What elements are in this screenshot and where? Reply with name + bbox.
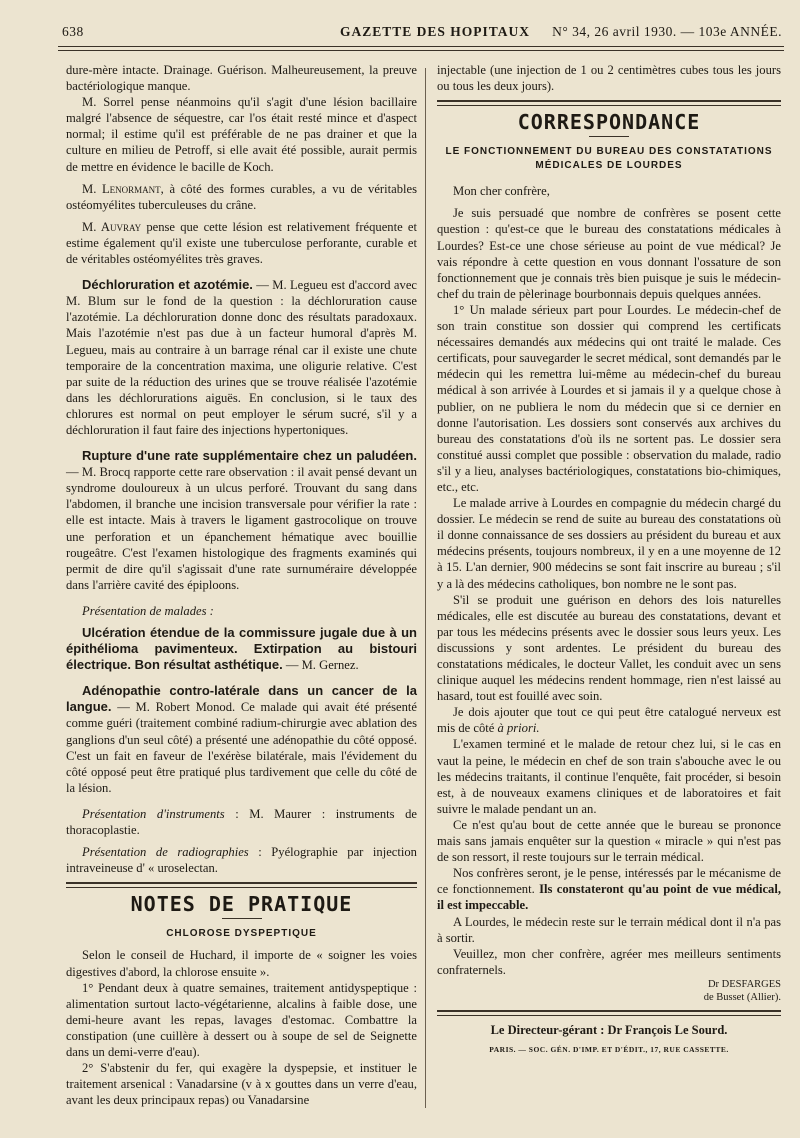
paragraph [437, 865, 781, 913]
section-text: — M. Brocq rapporte cette rare observation : il avait pensé devant un syndrome douloureux à un ulcus perforé. Trouvant du sang dans l'abdomen, il branche une incision transversale pour vérifier la rate : elle est intacte. Mais à travers le ligament gastrocolique on trouve une perforation et un épanchement hématique avec bouillie rougeâtre. C'est l'examen histologique des fragments examinés qui permit de dire qu'il s'agissait d'une rate surnuméraire développée dans l'arrière cavité des épiploons. [66, 465, 417, 592]
short-rule [222, 918, 262, 919]
page-number: 638 [62, 24, 84, 39]
section-title: Adénopathie contro-latérale dans un cancer de la langue. [66, 683, 417, 715]
footer-rule [437, 1010, 781, 1016]
footer-manager: Le Directeur-gérant : Dr François Le Sourd. [490, 1022, 728, 1037]
running-head [62, 22, 782, 42]
paragraph: Je suis persuadé que nombre de confrères se posent cette question : qu'est-ce que le bureau des constatations médicales à Lourdes? Est-ce une chose sérieuse au point de vue médical? Je vais répondre à cette question en vous donnant l'ossature de son fonctionnement que je connais très bien puisque je suis le médecin-chef du train de pèlerinage bourbonnais depuis quelques années. [437, 206, 781, 301]
signature-name: Dr DESFARGES [707, 978, 781, 990]
section [66, 625, 417, 673]
article-title: LE FONCTIONNEMENT DU BUREAU DES CONSTATATIONS MÉDICALES DE LOURDES [445, 146, 773, 172]
header-rule-thin [58, 50, 784, 51]
paragraph: 1° Pendant deux à quatre semaines, traitement antidyspeptique : alimentation surtout lacto-végétarienne, alcalins à faible dose, une demi-heure avant les repas, lavages d'estomac. Combattre la constipation (une cuillère à dessert ou à soupe de sel de Seignette dans un demi-verre d'eau). [66, 980, 417, 1059]
paragraph: L'examen terminé et le malade de retour chez lui, si le cas en vaut la peine, le médecin en chef de son train s'abouche avec le ou les médecins traitants, il continue l'enquête, fait procéder, si besoin est, à de nouveaux examens cliniques et de laboratoires et fait suivre le malade pendant un an. [437, 737, 781, 816]
presentation-heading: Présentation de malades : [82, 603, 214, 618]
section-text: — M. Legueu est d'accord avec M. Blum sur le fond de la question : la déchloruration cause l'azotémie. La déchloruration donne donc des résultats paradoxaux. Mais l'azotémie n'est pas due à un facteur humoral d'après M. Legueu, mais au contraire à un barrage rénal car il existe une chute temporaire de la concentration maxima, une oligurie relative. C'est par suite de la réduction des urines que se trouve réalisée l'azotémie dans les déchlorurations aiguës. En conclusion, si le taux des chlorures est normal on peut employer le sérum sucré, s'il y a déchloruration il faut faire des injections hypertoniques. [66, 278, 417, 437]
presentation-label: Présentation d'instruments [82, 806, 225, 821]
presentation-label: Présentation de radiographies [82, 845, 249, 860]
paragraph: A Lourdes, le médecin reste sur le terrain médical dont il n'a pas à sortir. [437, 914, 781, 945]
section-rule [66, 882, 417, 888]
left-column [66, 62, 417, 1108]
correspondence-title: CORRESPONDANCE [517, 110, 701, 135]
notes-subtitle: CHLOROSE DYSPEPTIQUE [166, 928, 317, 940]
paragraph: Selon le conseil de Huchard, il importe de « soigner les voies digestives d'abord, la chlorose ensuite ». [66, 948, 417, 979]
section-title: Ulcération étendue de la commissure jugale due à un épithélioma pavimenteux. Extirpation au bistouri électrique. Bon résultat asthétique. [66, 625, 417, 673]
paragraph-text: Nos confrères seront, je le pense, intéressés par le mécanisme de ce fonctionnement. [437, 866, 781, 897]
short-rule [589, 136, 629, 137]
section [66, 277, 417, 438]
section-title: Déchloruration et azotémie. [82, 277, 253, 293]
paragraph: S'il se produit une guérison en dehors des lois naturelles médicales, elle est discutée au bureau des constatations, devant et par tous les médecins présents avec le dossier sous leurs yeux. Les discussions y sont ardentes. Le président du bureau des constatations médicales, le docteur Vallet, les conduit avec un sens clinique auquel les médecins rendent hommage, rien n'est laissé au hasard, tout est fouillé avec soin. [437, 592, 781, 704]
notes-title: NOTES DE PRATIQUE [130, 892, 353, 917]
paragraph-text: : M. Maurer : instruments de thoracoplastie. [66, 806, 417, 838]
section [66, 683, 417, 796]
paragraph-text: Je dois ajouter que tout ce qui peut être catalogué nerveux est mis de côté [437, 705, 781, 736]
paragraph-text: pense que cette lésion est relativement fréquente et estime également qu'il existe une tuberculose perforante, curable et de véritables ostéomyélites très graves. [66, 219, 417, 267]
paragraph: 2° S'abstenir du fer, qui exagère la dyspepsie, et instituer le traitement arsenical : Vanadarsine (v à x gouttes dans un verre d'eau, avant les deux principaux repas) ou Vanadarsine [66, 1061, 417, 1108]
speaker-name: M. Lenormant, [82, 181, 164, 196]
column-divider [425, 68, 426, 1108]
section-rule [437, 100, 781, 106]
paragraph [66, 219, 417, 267]
right-column [437, 62, 781, 1058]
paragraph: Veuillez, mon cher confrère, agréer mes meilleurs sentiments confraternels. [437, 946, 781, 977]
section [66, 448, 417, 593]
emphasis: à priori. [497, 721, 540, 736]
emphasis: Ils constateront qu'au point de vue médical, il est impeccable. [437, 882, 781, 913]
paragraph: 1° Un malade sérieux part pour Lourdes. Le médecin-chef de son train constitue son dossier qui comprend les certificats nécessaires demandés aux médecins qui ont traité le malade. Ces certificats, pour sauvegarder le secret médical, sont demandés par le médecin qui les remettra lui-même au médecin-chef du bureau médical à son arrivée à Lourdes et si jamais il y a quelque chose à publier, on ne publiera le nom du médecin que si ce dernier en donne l'autorisation. Les dossiers sont conservés aux archives du bureau des constatations d'où ils ne sortent pas. Le dossier sera constitué aussi complet que possible : observation du malade, radio s'il y a lieu, analyses bactériologiques, constatations bio-chimiques, etc., etc. [437, 302, 781, 494]
paragraph-text: : Pyélographie par injection intraveineuse d' « uroselectan. [66, 845, 417, 876]
paragraph [437, 704, 781, 736]
issue-line: N° 34, 26 avril 1930. — 103e ANNÉE. [552, 24, 782, 39]
paragraph: dure-mère intacte. Drainage. Guérison. Malheureusement, la preuve bactériologique manque. [66, 63, 417, 94]
speaker-name: M. Auvray [82, 219, 142, 234]
journal-title: GAZETTE DES HOPITAUX [340, 24, 531, 39]
paragraph: injectable (une injection de 1 ou 2 centimètres cubes tous les jours ou tous les deux jours). [437, 63, 781, 94]
header-rule [58, 46, 784, 47]
paragraph: Le malade arrive à Lourdes en compagnie du médecin chargé du dossier. Le médecin se rend de suite au bureau des constatations où il donne connaissance de ses dossiers au président du bureau et aux médecins présents, toujours nombreux, il y en a une moyenne de 12 à 15. L'an dernier, 900 médecins se sont fait inscrire au bureau ; s'il y a là des médecins catholiques, bon nombre ne le sont pas. [437, 496, 781, 591]
footer-printer: PARIS. — SOC. GÉN. D'IMP. ET D'ÉDIT., 17, RUE CASSETTE. [489, 1044, 729, 1054]
section-text: — M. Robert Monod. Ce malade qui avait été présenté comme guéri (traitement combiné radium-chirurgie avec ablation des ganglions d'un seul côté) a présenté une adénopathie du côté opposé. C'est un fait en faveur de l'exérèse bilatérale, mais l'évidement du côté opposé peut être pratiqué plus tardivement que celle du côté de la lésion. [66, 700, 417, 795]
signature-block [437, 978, 781, 1004]
paragraph-text: à côté des formes curables, a vu de véritables ostéomyélites tuberculeuses du crâne. [66, 181, 417, 212]
paragraph [66, 844, 417, 876]
paragraph: M. Sorrel pense néanmoins qu'il s'agit d'une lésion bacillaire malgré l'absence de séquestre, car l'os était resté mince et d'aspect normal; il estime qu'il est préférable de ne pas drainer et que la culture en milieu de Petroff, si elle avait été possible, aurait permis de mettre en évidence le bacille de Koch. [66, 95, 417, 174]
paragraph [66, 181, 417, 213]
paragraph [66, 806, 417, 838]
paragraph: Ce n'est qu'au bout de cette année que le bureau se prononce mais sans jamais enquêter sur la question « miracle » qui n'est pas de son ressort, il reste toujours sur le terrain médical. [437, 817, 781, 865]
signature-place: de Busset (Allier). [703, 991, 781, 1003]
salutation: Mon cher confrère, [453, 184, 550, 199]
section-text: — M. Gernez. [282, 658, 359, 673]
section-title: Rupture d'une rate supplémentaire chez un paludéen. [82, 448, 417, 464]
